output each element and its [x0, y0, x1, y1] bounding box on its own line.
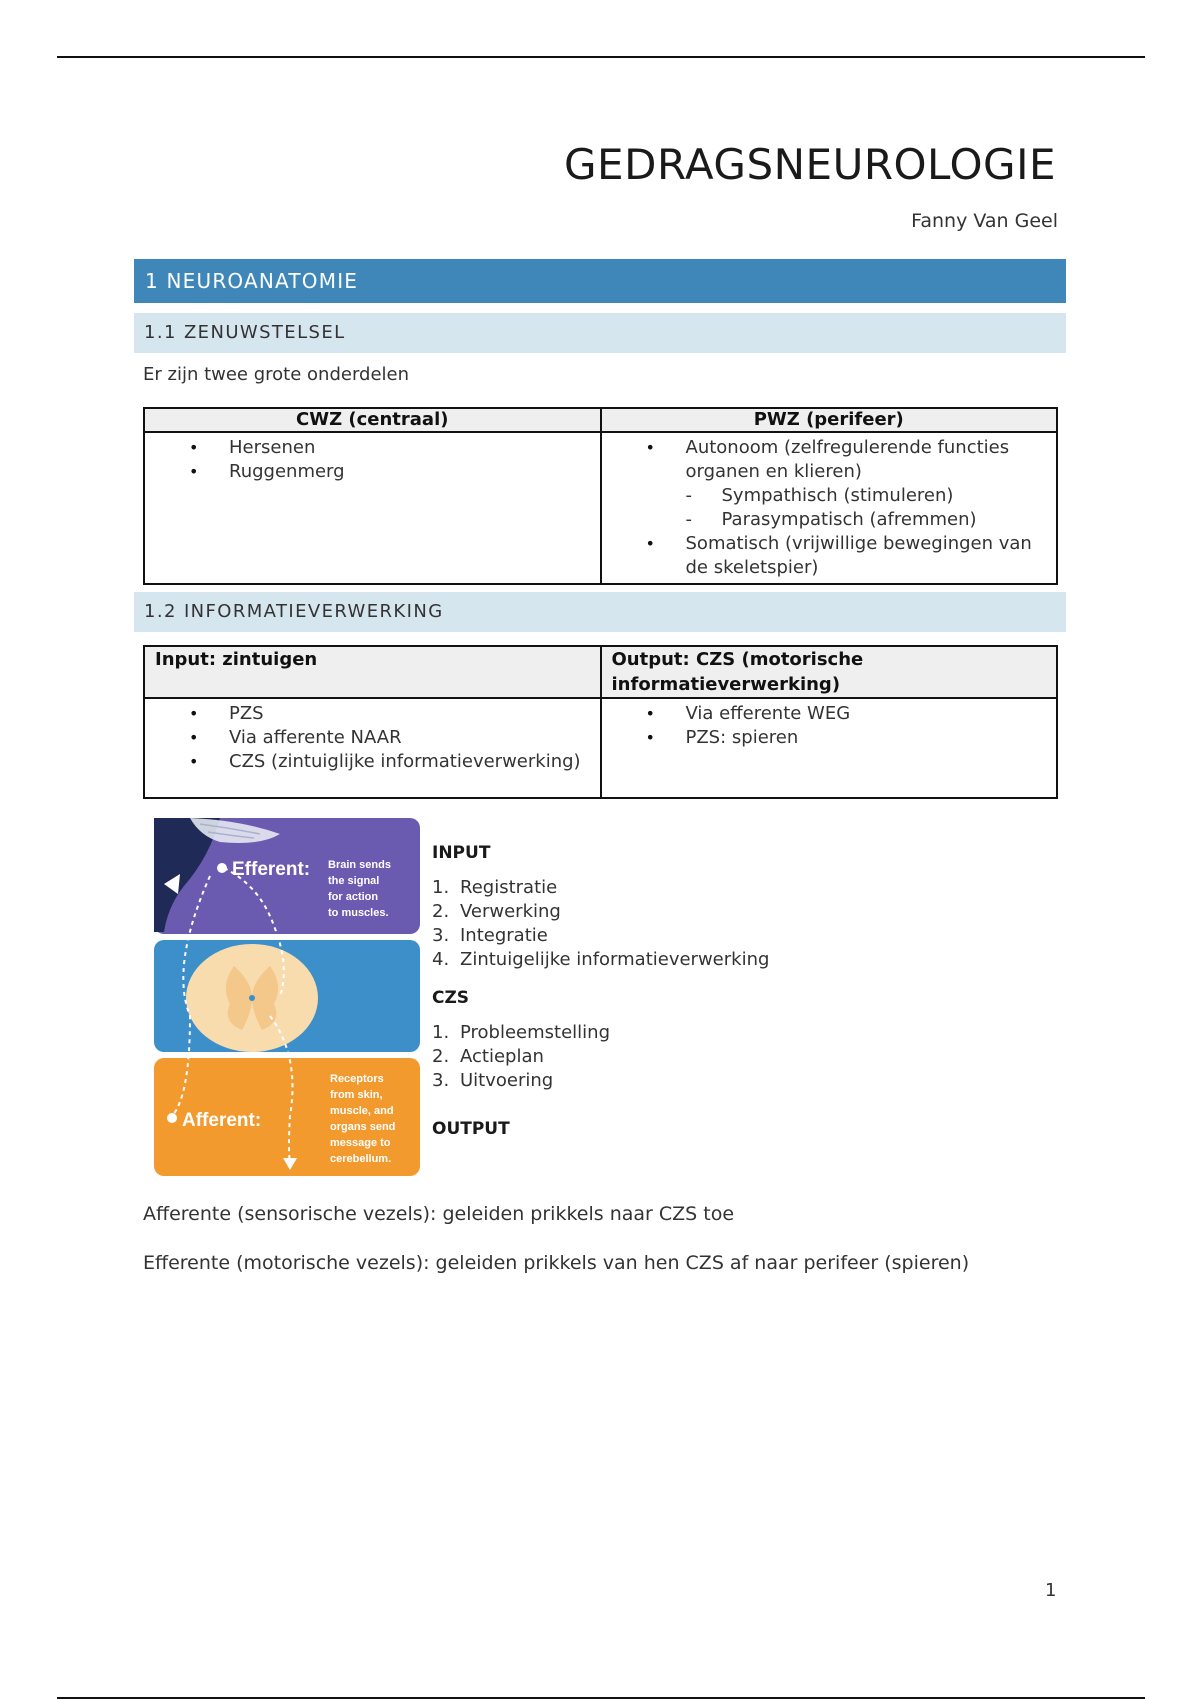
afferent-text-line: organs send [330, 1121, 396, 1133]
input-steps-list [432, 876, 769, 972]
list-item: 3. Integratie [432, 925, 548, 946]
pwz-cell [601, 432, 1058, 584]
nervous-system-table [143, 407, 1058, 585]
efferent-text-line: to muscles. [328, 907, 389, 919]
list-item: 3. Uitvoering [432, 1070, 554, 1091]
document-title: GEDRAGSNEUROLOGIE [564, 140, 1056, 189]
afferente-definition: Afferente (sensorische vezels): geleiden prikkels naar CZS toe [143, 1203, 735, 1225]
page-number: 1 [1045, 1580, 1057, 1601]
afferent-text-line: from skin, [330, 1089, 383, 1101]
output-label: OUTPUT [432, 1119, 510, 1139]
efferent-title: Efferent: [232, 859, 311, 880]
efferent-text-line: the signal [328, 875, 380, 887]
afferent-text-line: Receptors [330, 1073, 384, 1085]
afferent-text-line: message to [330, 1137, 391, 1149]
document-author: Fanny Van Geel [911, 210, 1058, 232]
list-item [602, 436, 1057, 532]
list-item: 1. Probleemstelling [432, 1022, 611, 1043]
information-processing-table [143, 645, 1058, 799]
top-rule [57, 56, 1145, 58]
list-item: • Via afferente NAAR [145, 726, 600, 750]
input-label: INPUT [432, 843, 491, 863]
list-item: • Via efferente WEG [602, 702, 1057, 726]
output-cell [601, 698, 1058, 798]
afferent-text-line: cerebellum. [330, 1153, 392, 1165]
table-header-output: Output: CZS (motorische informatieverwerking) [601, 646, 1058, 698]
afferent-efferent-illustration [150, 816, 422, 1178]
subsection-heading-zenuwstelsel: 1.1 ZENUWSTELSEL [134, 313, 1066, 353]
efferent-text-line: for action [328, 891, 379, 903]
efferent-text-line: Brain sends [328, 859, 391, 871]
czs-steps-list [432, 1021, 610, 1093]
table-header-pwz: PWZ (perifeer) [601, 408, 1058, 432]
list-item: • PZS: spieren [602, 726, 1057, 750]
afferent-text-line: muscle, and [330, 1105, 394, 1117]
list-item: 2. Verwerking [432, 901, 561, 922]
list-item: • Ruggenmerg [145, 460, 600, 484]
czs-label: CZS [432, 988, 470, 1008]
list-item-text: Autonoom (zelfregulerende functies organen en klieren) [685, 437, 1010, 482]
bottom-rule [57, 1697, 1145, 1699]
sub-list-item: - Sympathisch (stimuleren) [686, 484, 1047, 508]
efferente-definition: Efferente (motorische vezels): geleiden prikkels van hen CZS af naar perifeer (spieren) [143, 1252, 970, 1274]
cwz-cell [144, 432, 601, 584]
list-item: • CZS (zintuiglijke informatieverwerking) [145, 750, 600, 774]
intro-text: Er zijn twee grote onderdelen [143, 364, 410, 385]
list-item: 4. Zintuigelijke informatieverwerking [432, 949, 770, 970]
afferent-title: Afferent: [182, 1110, 262, 1131]
list-item: • Hersenen [145, 436, 600, 460]
input-cell [144, 698, 601, 798]
table-header-cwz: CWZ (centraal) [144, 408, 601, 432]
list-item: • PZS [145, 702, 600, 726]
list-item: • Somatisch (vrijwillige bewegingen van de skeletspier) [602, 532, 1057, 580]
subsection-heading-informatieverwerking: 1.2 INFORMATIEVERWERKING [134, 592, 1066, 632]
sub-list-item: - Parasympatisch (afremmen) [686, 508, 1047, 532]
table-header-input: Input: zintuigen [144, 646, 601, 698]
list-item: 2. Actieplan [432, 1046, 544, 1067]
section-heading-neuroanatomie: 1 NEUROANATOMIE [134, 259, 1066, 303]
list-item: 1. Registratie [432, 877, 558, 898]
